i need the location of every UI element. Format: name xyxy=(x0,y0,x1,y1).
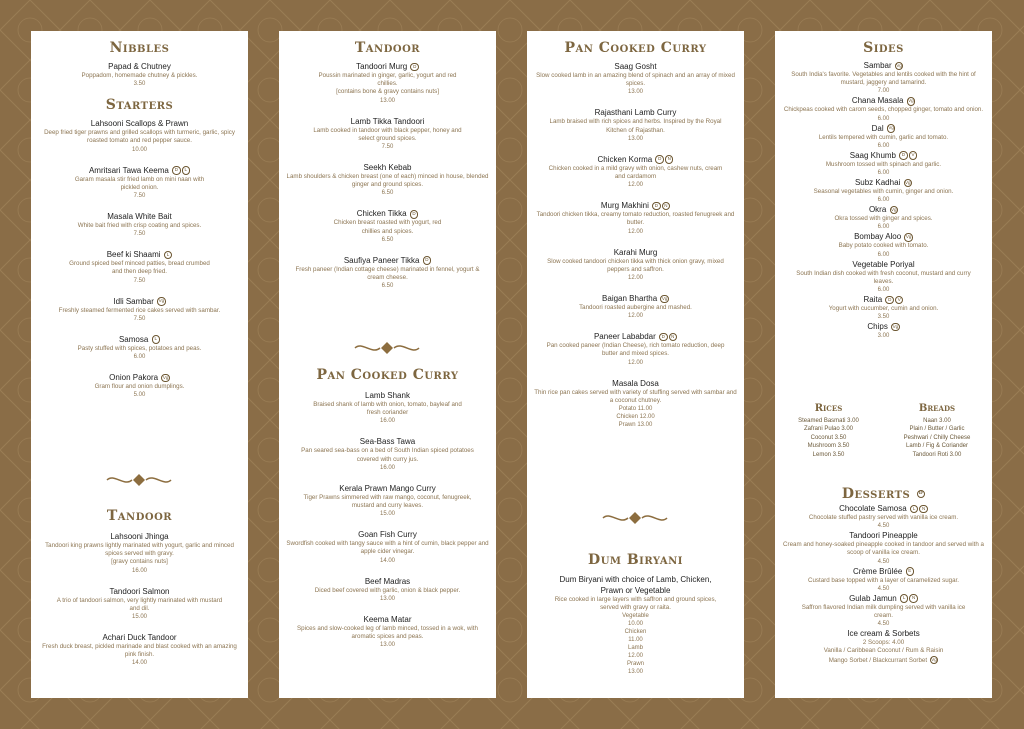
menu-item: Chicken Korma D N Chicken cooked in a mild gravy with onion, cashew nuts, cream and cardamom 12.00 xyxy=(548,154,723,189)
dairy-icon: D xyxy=(423,256,432,265)
menu-item: Lahsooni Jhinga Tandoori king prawns lightly marinated with yogurt, garlic and minced spices served with gravy. [gravy contains nuts] 16.00 xyxy=(45,532,234,574)
menu-item: Chips Vg 3.00 xyxy=(867,322,899,340)
menu-item: Tandoori Pineapple Cream and honey-soaked pineapple cooked in tandoor and served with a scoop of vanilla ice cream. 4.50 xyxy=(783,531,984,565)
vegetarian-icon: V xyxy=(895,296,904,305)
vegan-icon: Vg xyxy=(891,323,900,332)
rices-section xyxy=(781,403,876,459)
menu-item: Subz Kadhai Vg Seasonal vegetables with cumin, ginger and onion. 6.00 xyxy=(813,178,954,204)
dairy-icon: D xyxy=(659,333,668,342)
nuts-icon: N xyxy=(665,155,674,164)
menu-item: Chicken Tikka D Chicken breast roasted with yogurt, red chillies and spices. 6.50 xyxy=(333,209,442,243)
section-title-pan-cooked-curry: Pan Cooked Curry xyxy=(564,40,707,56)
menu-item: Chana Masala Vg Chickpeas cooked with carom seeds, chopped ginger, tomato and onion. 6.00 xyxy=(783,96,984,122)
vegan-icon: Vg xyxy=(887,124,896,133)
breads-section xyxy=(887,403,987,459)
menu-item: Keema Matar Spices and slow-cooked leg of lamb minced, tossed in a wok, with aromatic spices and peas. 13.00 xyxy=(297,614,478,649)
menu-item: Saag Gosht Slow cooked lamb in an amazing blend of spinach and an array of mixed spices. 13.00 xyxy=(536,62,735,96)
menu-item: Ice cream & Sorbets 2 Scoops: 4.00 Vanilla / Caribbean Coconut / Rum & Raisin Mango Sorbet / Blackcurrant Sorbet Vg xyxy=(823,629,944,664)
bread-item: Peshwari / Chilly Cheese xyxy=(903,434,971,441)
menu-item: Kerala Prawn Mango Curry Tiger Prawns simmered with raw mango, coconut, fenugreek, mustard and curry leaves. 15.00 xyxy=(303,483,472,518)
section-title-tandoor: Tandoor xyxy=(106,508,173,524)
bread-item: Naan 3.00 xyxy=(923,418,951,424)
menu-item: Amritsari Tawa Keema D L Garam masala stir fried lamb on mini naan with pickled onion. 7.50 xyxy=(74,165,205,200)
menu-item: Lamb Tikka Tandoori Lamb cooked in tandoor with black pepper, honey and select ground spices. 7.50 xyxy=(313,116,462,151)
dairy-icon: D xyxy=(652,202,661,211)
menu-item: Samosa L Pasty stuffed with spices, potatoes and peas. 6.00 xyxy=(77,334,202,361)
section-title-sides: Sides xyxy=(863,40,904,56)
vegan-icon: Vg xyxy=(907,97,916,106)
section-title-nibbles: Nibbles xyxy=(109,40,170,56)
bread-item: Tandoori Roti 3.00 xyxy=(912,451,962,458)
menu-item: Saufiya Paneer Tikka D Fresh paneer (Indian cottage cheese) marinated in fennel, yogurt & cream cheese. 6.50 xyxy=(295,255,480,290)
menu-item: Tandoori Murg D Poussin marinated in ginger, garlic, yogurt and red chillies. [contains bone & gravy contains nuts] 13.00 xyxy=(318,62,457,104)
menu-item: Tandoori Salmon A trio of tandoori salmon, very lightly marinated with mustard and dil. 15.00 xyxy=(56,586,223,621)
menu-item: Onion Pakora Vg Gram flour and onion dumplings. 5.00 xyxy=(94,373,185,399)
menu-item: Rajasthani Lamb Curry Lamb braised with rich spices and herbs. Inspired by the Royal Kitchen of Rajasthan. 13.00 xyxy=(549,108,722,142)
menu-item: Beef ki Shaami L Ground spiced beef minced patties, bread crumbed and then deep fried. 7.50 xyxy=(69,250,210,284)
dairy-icon: D xyxy=(410,63,419,72)
vegan-icon: Vg xyxy=(930,656,939,665)
dairy-icon: D xyxy=(655,155,664,164)
divider-ornament-icon xyxy=(352,341,422,355)
menu-item: Masala White Bait White bait fried with crisp coating and spices. 7.50 xyxy=(77,212,202,238)
rice-item: Mushroom 3.50 xyxy=(807,443,850,450)
menu-item: Okra Vg Okra tossed with ginger and spices. 6.00 xyxy=(834,205,933,231)
nuts-icon: N xyxy=(909,594,918,603)
menu-item: Dal Vg Lentils tempered with cumin, garlic and tomato. 6.00 xyxy=(818,123,949,149)
menu-panel-tandoor-curry xyxy=(279,31,496,698)
divider-ornament-icon xyxy=(104,473,174,487)
section-title-pan-cooked-curry: Pan Cooked Curry xyxy=(316,367,459,383)
nuts-icon: N xyxy=(662,202,671,211)
menu-item: Gulab Jamun L N Saffron flavored Indian milk dumpling served with vanilla ice cream. 4.50 xyxy=(801,593,966,628)
menu-item: Vegetable Poriyal South Indian dish cooked with fresh coconut, mustard and curry leaves. 6.00 xyxy=(796,259,971,294)
section-title-dum-biryani: Dum Biryani xyxy=(588,552,683,568)
menu-item: Dum Biryani with choice of Lamb, Chicken, Prawn or Vegetable Rice cooked in large layers with saffron and ground spices, served with gravy or raita. Vegetable 10.00 Chicken 11.00 Lamb 12.00 Prawn 13.00 xyxy=(554,575,717,676)
dairy-icon: D xyxy=(885,296,894,305)
menu-item: Beef Madras Diced beef covered with garlic, onion & black pepper. 13.00 xyxy=(314,576,461,602)
dairy-icon: D xyxy=(899,151,908,160)
vegan-icon: Vg xyxy=(157,297,166,306)
menu-item: Lamb Shank Braised shank of lamb with onion, tomato, bayleaf and fresh coriander 16.00 xyxy=(313,391,462,425)
menu-item: Papad & Chutney Poppadom, homemade chutney & pickles. 3.50 xyxy=(81,62,198,88)
dairy-icon: D xyxy=(172,166,181,175)
menu-item: Saag Khumb D V Mushroom tossed with spinach and garlic. 6.00 xyxy=(825,150,942,177)
menu-item: Baigan Bhartha Vg Tandoori roasted aubergine and mashed. 12.00 xyxy=(579,294,692,320)
menu-item: Crème Brûlée E Custard base topped with a layer of caramelized sugar. 4.50 xyxy=(808,566,959,592)
vegan-icon: Vg xyxy=(890,206,899,215)
lactose-icon: L xyxy=(164,251,173,260)
vegan-icon: Vg xyxy=(161,374,170,383)
vegan-icon: Vg xyxy=(895,62,904,71)
menu-item: Sambar Vg South India's favorite. Vegetables and lentils cooked with the hint of mustard, jaggery and tamarind. 7.00 xyxy=(791,61,976,95)
lactose-icon: L xyxy=(182,166,191,175)
dairy-icon: D xyxy=(917,490,926,499)
rice-item: Lemon 3.50 xyxy=(812,451,845,458)
section-title-breads: Breads xyxy=(918,403,956,414)
menu-panel-nibbles-starters-tandoor xyxy=(31,31,248,698)
menu-panel-sides-desserts xyxy=(775,31,992,698)
nuts-icon: N xyxy=(919,505,928,514)
bread-item: Plain / Butter / Garlic xyxy=(909,426,965,433)
lactose-icon: L xyxy=(152,335,161,344)
divider-ornament-icon xyxy=(600,511,670,525)
menu-item: Bombay Aloo Vg Baby potato cooked with tomato. 6.00 xyxy=(838,232,929,258)
bread-item: Lamb / Fig & Coriander xyxy=(905,443,969,450)
nuts-icon: N xyxy=(669,333,678,342)
menu-item: Karahi Murg Slow cooked tandoori chicken tikka with thick onion gravy, mixed peppers and saffron. 12.00 xyxy=(547,247,724,282)
menu-item: Achari Duck Tandoor Fresh duck breast, pickled marinade and blast cooked with an amazing pink finish. 14.00 xyxy=(42,633,237,667)
menu-item: Masala Dosa Thin rice pan cakes served with variety of stuffing served with sambar and a coconut chutney. Potato 11.00 Chicken 12.00 Prawn 13.00 xyxy=(534,378,737,429)
section-title-starters: Starters xyxy=(105,97,174,114)
section-title-desserts: Desserts D xyxy=(781,485,986,503)
menu-item: Idli Sambar Vg Freshly steamed fermented rice cakes served with sambar. 7.50 xyxy=(58,296,221,322)
menu-item: Raita D V Yogurt with cucumber, cumin and onion. 3.50 xyxy=(828,295,939,321)
vegan-icon: Vg xyxy=(904,179,913,188)
vegetarian-icon: V xyxy=(909,151,918,160)
dairy-icon: D xyxy=(410,210,419,219)
lactose-icon: L xyxy=(910,505,919,514)
rice-item: Zafrani Pulao 3.00 xyxy=(803,426,854,433)
menu-item: Lahsooni Scallops & Prawn Deep fried tiger prawns and grilled scallops with turmeric, garlic, spicy roasted tomato and red pepper sauce. 10.00 xyxy=(44,119,235,153)
section-title-rices: Rices xyxy=(814,403,843,414)
vegan-icon: Vg xyxy=(660,295,669,304)
lactose-icon: L xyxy=(900,594,909,603)
menu-item: Chocolate Samosa L N Chocolate stuffed pastry served with vanilla ice cream. 4.50 xyxy=(808,504,959,530)
menu-item: Seekh Kebab Lamb shoulders & chicken breast (one of each) minced in house, blended ginger and ground spices. 6.50 xyxy=(286,163,489,197)
menu-item: Murg Makhini D N Tandoori chicken tikka, creamy tomato reduction, roasted fenugreek and butter. 12.00 xyxy=(536,201,735,235)
menu-item: Sea-Bass Tawa Pan seared sea-bass on a bed of South Indian spiced potatoes covered with curry jus. 16.00 xyxy=(301,437,474,471)
rice-item: Steamed Basmati 3.00 xyxy=(798,418,859,424)
egg-icon: E xyxy=(906,567,915,576)
menu-item: Goan Fish Curry Swordfish cooked with tangy sauce with a hint of cumin, black pepper and apple cider vinegar. 14.00 xyxy=(286,530,489,564)
rice-item: Coconut 3.50 xyxy=(810,434,847,441)
menu-item: Paneer Lababdar D N Pan cooked paneer (Indian Cheese), rich tomato reduction, deep butter and mixed spices. 12.00 xyxy=(546,332,725,366)
menu-panel-curry-biryani xyxy=(527,31,744,698)
section-title-tandoor: Tandoor xyxy=(354,40,421,56)
vegan-icon: Vg xyxy=(904,233,913,242)
